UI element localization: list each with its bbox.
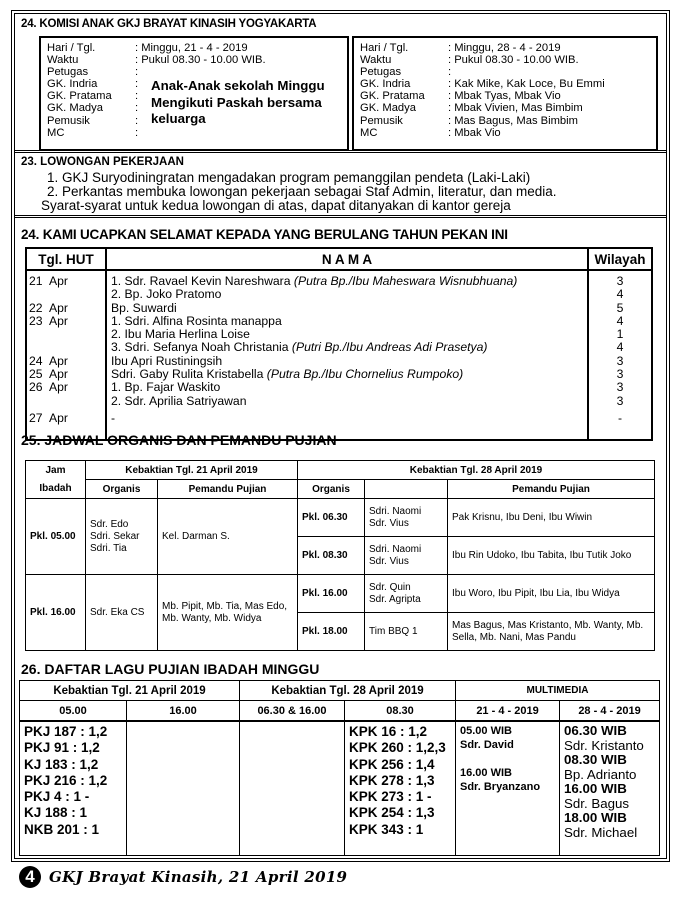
hut-section: [15, 219, 666, 427]
hut-name-cell: [106, 368, 588, 381]
komisi-label: GK. Madya: [360, 102, 416, 115]
organis-header-28: Kebaktian Tgl. 28 April 2019: [298, 461, 655, 480]
hut-month: Apr: [49, 313, 68, 328]
song-item: PKJ 4 : 1 -: [24, 789, 90, 805]
hut-row: [26, 341, 652, 354]
song-item: KPK 343 : 1: [349, 821, 424, 837]
lagu-col-1600: 16.00: [127, 701, 240, 722]
komisi-value: :: [135, 66, 139, 79]
lagu-group-21: Kebaktian Tgl. 21 April 2019: [20, 681, 240, 701]
komisi-label: GK. Pratama: [360, 90, 425, 103]
hut-name: Bp. Suwardi: [111, 300, 177, 315]
komisi-label: GK. Pratama: [47, 90, 112, 103]
organis-name: Sdr. Eka CS: [90, 606, 145, 618]
komisi-row: [47, 54, 347, 66]
komisi-value: :: [135, 78, 139, 91]
lowongan-item: 2. Perkantas membuka lowongan pekerjaan sebagai Staf Admin, literatur, dan media.: [47, 184, 557, 200]
hut-date: [26, 368, 106, 381]
komisi-value: : Minggu, 28 - 4 - 2019: [448, 42, 561, 54]
komisi-value: :: [135, 102, 139, 115]
footer-text: GKJ Brayat Kinasih, 21 April 2019: [49, 868, 348, 886]
page-number-badge: 4: [19, 866, 41, 888]
lagu-col-0500: 05.00: [20, 701, 127, 722]
komisi-label: Petugas: [47, 66, 89, 79]
multimedia-time: 16.00 WIB: [564, 781, 627, 796]
organis-col-pemandu: Pemandu Pujian: [158, 480, 298, 499]
organis-name: Sdr. Vius: [369, 517, 409, 529]
hut-row: [26, 288, 652, 301]
lagu-col-0830: 08.30: [345, 701, 456, 722]
hut-date: [26, 302, 106, 315]
hut-wilayah: 4: [616, 340, 624, 355]
hut-table: [25, 247, 653, 441]
hut-date: [26, 288, 106, 301]
organis-pemandu-28: Mas Bagus, Mas Kristanto, Mb. Wanty, Mb. Sella, Mb. Nani, Mas Pandu: [448, 613, 655, 651]
hut-name-cell: [106, 302, 588, 315]
lagu-cell-mm-21: [456, 721, 560, 856]
komisi-label: Pemusik: [360, 114, 403, 127]
hut-name-cell: [106, 315, 588, 328]
hut-row: [26, 315, 652, 328]
hut-name-cell: [106, 328, 588, 341]
organis-row: [26, 499, 655, 537]
komisi-label: Hari / Tgl.: [360, 42, 409, 54]
organis-col-organis: Organis: [86, 480, 158, 499]
organis-name: Sdri. Naomi: [369, 543, 422, 555]
organis-time-28: Pkl. 06.30: [298, 499, 365, 537]
hut-name: 1. Sdr. Ravael Kevin Nareshwara: [111, 274, 294, 288]
komisi-label: Waktu: [360, 54, 392, 67]
komisi-row: [47, 66, 347, 78]
hut-wilayah: 5: [616, 300, 624, 315]
komisi-label: Petugas: [360, 66, 402, 79]
organis-time-28: Pkl. 16.00: [298, 575, 365, 613]
hut-name: 3. Sdri. Sefanya Noah Christania: [111, 340, 292, 355]
organis-names-21: [86, 499, 158, 575]
hut-wilayah: 3: [616, 367, 624, 382]
organis-col-organis: Organis: [298, 480, 365, 499]
song-item: KPK 16 : 1,2: [349, 724, 428, 739]
hut-parent: (Putra Bp./Ibu Chornelius Rumpoko): [266, 367, 464, 382]
organis-pemandu-28: Ibu Woro, Ibu Pipit, Ibu Lia, Ibu Widya: [448, 575, 655, 613]
komisi-value: : Minggu, 21 - 4 - 2019: [135, 42, 248, 54]
multimedia-time: 08.30 WIB: [564, 752, 627, 767]
komisi-value: : Mas Bagus, Mas Bimbim: [448, 114, 578, 127]
organis-header-21: Kebaktian Tgl. 21 April 2019: [86, 461, 298, 480]
hut-row: [26, 355, 652, 368]
komisi-value: : Pukul 08.30 - 10.00 WIB.: [448, 54, 579, 67]
song-item: KPK 278 : 1,3: [349, 772, 435, 788]
organis-names-28: [365, 499, 448, 537]
organis-name: Sdr. Edo: [90, 518, 129, 530]
hut-date: [26, 355, 106, 368]
komisi-anak-section: [15, 14, 666, 153]
organis-pemandu-21: Mb. Pipit, Mb. Tia, Mas Edo, Mb. Wanty, Mb. Widya: [158, 575, 298, 651]
komisi-value: :: [448, 66, 452, 79]
organis-table: [25, 460, 655, 651]
organis-time-28: Pkl. 08.30: [298, 537, 365, 575]
lagu-cell-mm-28: [560, 721, 660, 856]
hut-name: -: [111, 410, 116, 425]
organis-time-21: Pkl. 16.00: [26, 575, 86, 651]
lagu-col-mm-28: 28 - 4 - 2019: [560, 701, 660, 722]
lagu-cell-1600: [127, 721, 240, 856]
organis-header-jam: Jam Ibadah: [26, 461, 86, 499]
lagu-cell-0630-1600: [240, 721, 345, 856]
komisi-row: [360, 102, 656, 114]
hut-name: 2. Sdr. Aprilia Satriyawan: [111, 393, 247, 408]
hut-wilayah: 1: [616, 327, 624, 342]
hut-date: [26, 270, 106, 288]
organis-time-21: Pkl. 05.00: [26, 499, 86, 575]
hut-date: [26, 328, 106, 341]
komisi-label: GK. Indria: [360, 78, 411, 91]
hut-wilayah: 3: [616, 393, 624, 408]
hut-name-cell: [106, 341, 588, 354]
komisi-value: :: [135, 90, 139, 103]
komisi-anak-title: 24. KOMISI ANAK GKJ BRAYAT KINASIH YOGYAKARTA: [21, 18, 317, 30]
hut-day: 21: [29, 274, 43, 288]
komisi-value: :: [135, 126, 139, 139]
hut-wilayah: -: [617, 410, 623, 425]
hut-name: 2. Ibu Maria Herlina Loise: [111, 327, 250, 342]
lagu-cell-0500: [20, 721, 127, 856]
komisi-row: [47, 42, 347, 54]
hut-name-cell: [106, 288, 588, 301]
organis-row: [26, 575, 655, 613]
page-frame: [14, 13, 667, 859]
hut-date: [26, 381, 106, 394]
multimedia-name: Bp. Adrianto: [564, 766, 637, 782]
hut-date: [26, 341, 106, 354]
hut-date: [26, 395, 106, 408]
komisi-row: [47, 127, 347, 139]
hut-date: [26, 315, 106, 328]
organis-section: [15, 432, 666, 657]
hut-name-cell: [106, 395, 588, 408]
lagu-title: 26. DAFTAR LAGU PUJIAN IBADAH MINGGU: [21, 661, 320, 677]
lagu-col-0630-1600: 06.30 & 16.00: [240, 701, 345, 722]
komisi-row: [360, 90, 656, 102]
hut-header-wilayah: Wilayah: [588, 248, 652, 270]
komisi-row: [360, 78, 656, 90]
song-item: PKJ 187 : 1,2: [24, 724, 108, 739]
song-item: KJ 188 : 1: [24, 805, 88, 821]
komisi-box-28-april: [352, 36, 658, 151]
hut-name-cell: [106, 270, 588, 288]
hut-header-date: Tgl. HUT: [26, 248, 106, 270]
multimedia-name: Sdr. Michael: [564, 824, 638, 840]
multimedia-name: Sdr. Bagus: [564, 795, 630, 811]
hut-day: 22: [29, 300, 43, 315]
lagu-col-mm-21: 21 - 4 - 2019: [456, 701, 560, 722]
song-item: KJ 183 : 1,2: [24, 756, 99, 772]
komisi-note: Anak-Anak sekolah Minggu Mengikuti Paskah bersama keluarga: [151, 78, 325, 126]
komisi-box-21-april: [39, 36, 349, 151]
komisi-label: Waktu: [47, 54, 79, 67]
multimedia-time: 18.00 WIB: [564, 810, 627, 825]
hut-wilayah: 4: [616, 287, 624, 302]
komisi-row: [360, 127, 656, 139]
organis-names-28: [365, 537, 448, 575]
organis-pemandu-28: Ibu Rin Udoko, Ibu Tabita, Ibu Tutik Joko: [448, 537, 655, 575]
komisi-value: : Pukul 08.30 - 10.00 WIB.: [135, 54, 266, 67]
hut-day: 24: [29, 353, 43, 368]
komisi-value: : Mbak Vio: [448, 126, 501, 139]
hut-row: [26, 270, 652, 288]
hut-parent: (Putri Bp./Ibu Andreas Adi Prasetya): [291, 340, 488, 355]
organis-title: 25. JADWAL ORGANIS DAN PEMANDU PUJIAN: [21, 432, 337, 448]
multimedia-name: Sdr. David: [460, 739, 514, 751]
lowongan-item: 1. GKJ Suryodiningratan mengadakan program pemanggilan pendeta (Laki-Laki): [47, 170, 531, 185]
hut-header-name: N A M A: [106, 248, 588, 270]
lagu-group-28: Kebaktian Tgl. 28 April 2019: [240, 681, 456, 701]
lowongan-title: 23. LOWONGAN PEKERJAAN: [21, 156, 184, 168]
organis-name: Sdri. Naomi: [369, 505, 422, 517]
komisi-label: Pemusik: [47, 114, 90, 127]
song-item: KPK 256 : 1,4: [349, 756, 435, 772]
hut-row: [26, 381, 652, 394]
song-item: PKJ 91 : 1,2: [24, 740, 100, 756]
hut-month: Apr: [49, 410, 68, 425]
organis-name: Sdr. Agripta: [369, 593, 421, 605]
hut-month: Apr: [49, 353, 68, 368]
komisi-row: [360, 54, 656, 66]
hut-name: 1. Sdri. Alfina Rosinta manappa: [111, 313, 282, 328]
lowongan-note: Syarat-syarat untuk kedua lowongan di atas, dapat ditanyakan di kantor gereja: [41, 198, 511, 214]
lagu-cell-0830: [345, 721, 456, 856]
song-item: KPK 260 : 1,2,3: [349, 740, 446, 756]
komisi-label: MC: [360, 126, 378, 139]
organis-name: Sdr. Quin: [369, 581, 411, 593]
hut-month: Apr: [49, 300, 68, 315]
organis-name: Sdri. Tia: [90, 542, 127, 554]
organis-name: Sdr. Vius: [369, 555, 409, 567]
lowongan-section: [15, 152, 666, 218]
komisi-label: Hari / Tgl.: [47, 42, 96, 54]
hut-row: [26, 368, 652, 381]
hut-day: 27: [29, 410, 43, 425]
song-item: PKJ 216 : 1,2: [24, 772, 108, 788]
hut-name: Sdri. Gaby Rulita Kristabella: [111, 367, 267, 382]
komisi-value: : Mbak Tyas, Mbak Vio: [448, 90, 561, 103]
hut-wilayah: 4: [616, 313, 624, 328]
multimedia-name: Sdr. Kristanto: [564, 737, 644, 753]
komisi-label: GK. Indria: [47, 78, 98, 91]
lowongan-body: [41, 171, 557, 214]
komisi-label: GK. Madya: [47, 102, 103, 115]
song-item: KPK 273 : 1 -: [349, 789, 432, 805]
page-footer: [19, 866, 347, 888]
hut-name: Ibu Apri Rustiningsih: [111, 353, 223, 368]
organis-pemandu-21: Kel. Darman S.: [158, 499, 298, 575]
komisi-value: :: [135, 114, 139, 127]
hut-parent: (Putra Bp./Ibu Maheswara Wisnubhuana): [293, 274, 518, 288]
hut-day: 23: [29, 313, 43, 328]
song-item: KPK 254 : 1,3: [349, 805, 435, 821]
organis-name: Sdri. Sekar: [90, 530, 140, 542]
lagu-section: [15, 661, 666, 857]
hut-month: Apr: [49, 274, 68, 288]
multimedia-time: 06.30 WIB: [564, 723, 627, 738]
hut-month: Apr: [49, 380, 68, 395]
organis-time-28: Pkl. 18.00: [298, 613, 365, 651]
organis-name: Tim BBQ 1: [369, 625, 418, 637]
komisi-value: : Mbak Vivien, Mas Bimbim: [448, 102, 583, 115]
hut-day: 25: [29, 367, 43, 382]
hut-name: 1. Bp. Fajar Waskito: [111, 380, 221, 395]
hut-day: 26: [29, 380, 43, 395]
organis-names-21: [86, 575, 158, 651]
komisi-row: [360, 42, 656, 54]
multimedia-time: 05.00 WIB: [460, 725, 512, 737]
hut-name: 2. Bp. Joko Pratomo: [111, 287, 222, 302]
hut-row: [26, 328, 652, 341]
hut-month: Apr: [49, 367, 68, 382]
organis-names-28: [365, 613, 448, 651]
hut-name-cell: [106, 355, 588, 368]
organis-col-pemandu: Pemandu Pujian: [448, 480, 655, 499]
komisi-value: : Kak Mike, Kak Loce, Bu Emmi: [448, 78, 605, 91]
hut-wilayah: 3: [616, 353, 624, 368]
multimedia-time: 16.00 WIB: [460, 767, 512, 779]
hut-wilayah: 3: [616, 380, 624, 395]
lagu-table: [19, 680, 660, 856]
organis-names-28: [365, 575, 448, 613]
hut-row: [26, 395, 652, 408]
hut-name-cell: [106, 381, 588, 394]
lagu-group-multimedia: MULTIMEDIA: [456, 681, 660, 701]
hut-row: [26, 302, 652, 315]
komisi-label: MC: [47, 126, 65, 139]
multimedia-name: Sdr. Bryanzano: [460, 781, 541, 793]
komisi-row: [360, 115, 656, 127]
organis-pemandu-28: Pak Krisnu, Ibu Deni, Ibu Wiwin: [448, 499, 655, 537]
komisi-row: [360, 66, 656, 78]
hut-title: 24. KAMI UCAPKAN SELAMAT KEPADA YANG BERULANG TAHUN PEKAN INI: [21, 227, 508, 242]
song-item: NKB 201 : 1: [24, 821, 100, 837]
hut-wilayah: 3: [616, 274, 624, 288]
